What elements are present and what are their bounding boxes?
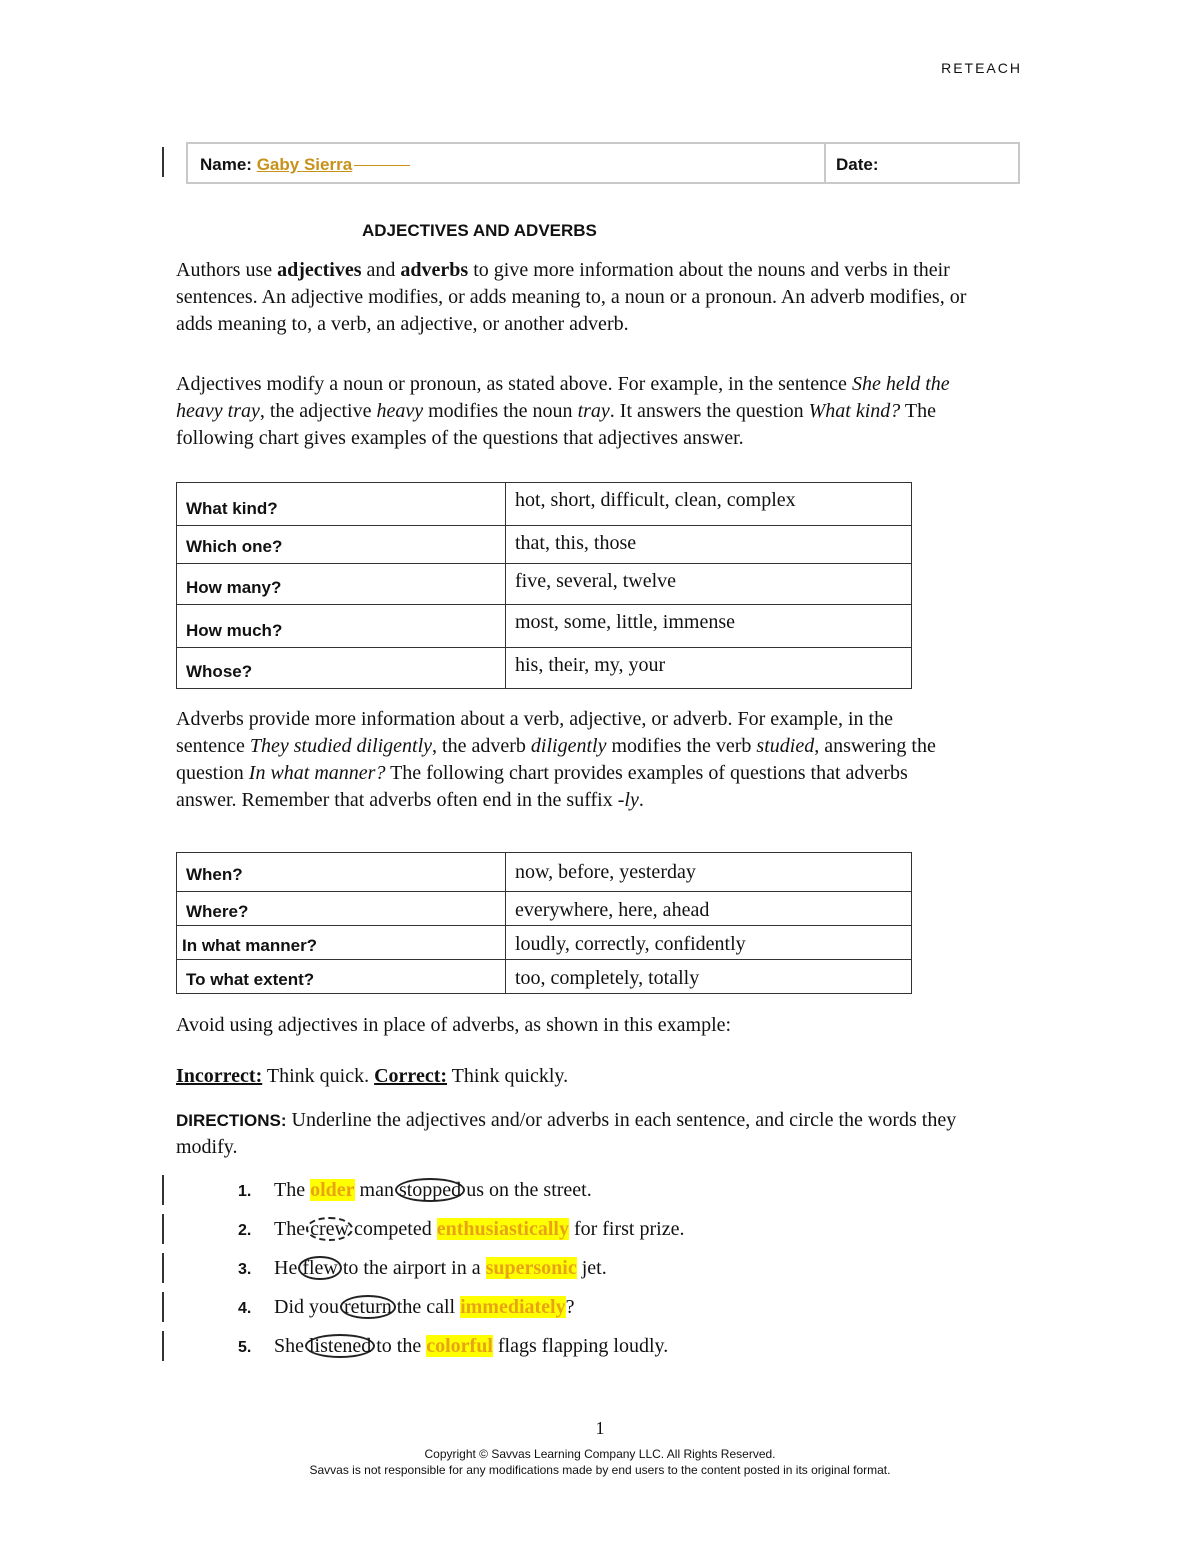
table-row: When? now, before, yesterday (177, 853, 912, 892)
circled-word: flew (298, 1256, 342, 1280)
correct-label: Correct: (374, 1065, 448, 1087)
intro-paragraph-1: Authors use adjectives and adverbs to give more information about the nouns and verbs in their sentences. An adjective modifies, or adds meaning to, a noun or a pronoun. An adverb modifies, or adds meaning to, a verb, an adjective, or another adverb. (176, 259, 967, 335)
name-underline (354, 165, 410, 166)
avoid-text: Avoid using adjectives in place of adverbs, as shown in this example: (176, 1014, 732, 1036)
table-row: To what extent? too, completely, totally (177, 960, 912, 994)
circled-word: stopped (395, 1178, 465, 1202)
name-label: Name: (200, 155, 252, 174)
page-number: 1 (595, 1418, 605, 1438)
reteach-label: RETEACH (941, 60, 1022, 76)
adverb-highlight: enthusiastically (436, 1218, 569, 1240)
term-adverbs: adverbs (400, 259, 469, 281)
table-row: Which one? that, this, those (177, 526, 912, 564)
exercise-item-4: 4. Did you return the call immediately? (238, 1296, 575, 1318)
directions-label: DIRECTIONS: (176, 1111, 287, 1130)
adjective-highlight: older (310, 1179, 355, 1201)
date-label: Date: (836, 155, 879, 174)
adjective-chart (176, 482, 912, 689)
table-row: How much? most, some, little, immense (177, 605, 912, 648)
adverb-highlight: immediately (460, 1296, 566, 1318)
table-row: In what manner? loudly, correctly, confidently (177, 926, 912, 960)
exercise-item-1: 1. The older man stopped us on the street. (238, 1179, 592, 1201)
example-line: Incorrect: Think quick. Correct: Think quickly. (176, 1065, 569, 1087)
exercise-item-5: 5. She listened to the colorful flags flapping loudly. (238, 1335, 669, 1357)
date-field[interactable] (836, 155, 879, 175)
term-adjectives: adjectives (277, 259, 362, 281)
change-bar (162, 1331, 164, 1361)
change-bar (162, 1175, 164, 1205)
adverb-chart (176, 852, 912, 994)
circled-word: crew (306, 1217, 353, 1241)
change-bar (162, 147, 164, 177)
name-date-box (186, 142, 1020, 184)
table-row: Whose? his, their, my, your (177, 648, 912, 689)
adjective-highlight: supersonic (485, 1257, 577, 1279)
name-value[interactable]: Gaby Sierra (256, 155, 353, 174)
table-row: How many? five, several, twelve (177, 564, 912, 605)
table-row: What kind? hot, short, difficult, clean, complex (177, 483, 912, 526)
incorrect-label: Incorrect: (176, 1065, 263, 1087)
box-divider (824, 144, 826, 182)
directions: DIRECTIONS: Underline the adjectives and/or adverbs in each sentence, and circle the words they modify. (176, 1109, 957, 1158)
exercise-item-2: 2. The crew competed enthusiastically for first prize. (238, 1218, 685, 1240)
change-bar (162, 1214, 164, 1244)
circled-word: return (340, 1295, 396, 1319)
disclaimer: Savvas is not responsible for any modifications made by end users to the content posted in its original format. (309, 1463, 891, 1477)
exercise-item-3: 3. He flew to the airport in a supersonic jet. (238, 1257, 607, 1279)
page-title: ADJECTIVES AND ADVERBS (362, 221, 597, 240)
copyright: Copyright © Savvas Learning Company LLC. All Rights Reserved. (424, 1447, 776, 1461)
name-field[interactable] (200, 155, 410, 175)
adjective-highlight: colorful (426, 1335, 493, 1357)
circled-word: listened (305, 1334, 375, 1358)
adverb-paragraph: Adverbs provide more information about a verb, adjective, or adverb. For example, in the sentence They studied diligently, the adverb diligently modifies the verb studied, answering the question In what manner? The following chart provides examples of questions that adverbs answer. Remember that adverbs often end in the suffix -ly. (176, 708, 936, 811)
change-bar (162, 1253, 164, 1283)
table-row: Where? everywhere, here, ahead (177, 892, 912, 926)
intro-paragraph-2: Adjectives modify a noun or pronoun, as stated above. For example, in the sentence She held the heavy tray, the adjective heavy modifies the noun tray. It answers the question What kind? The following chart gives examples of the questions that adjectives answer. (176, 373, 950, 449)
change-bar (162, 1292, 164, 1322)
